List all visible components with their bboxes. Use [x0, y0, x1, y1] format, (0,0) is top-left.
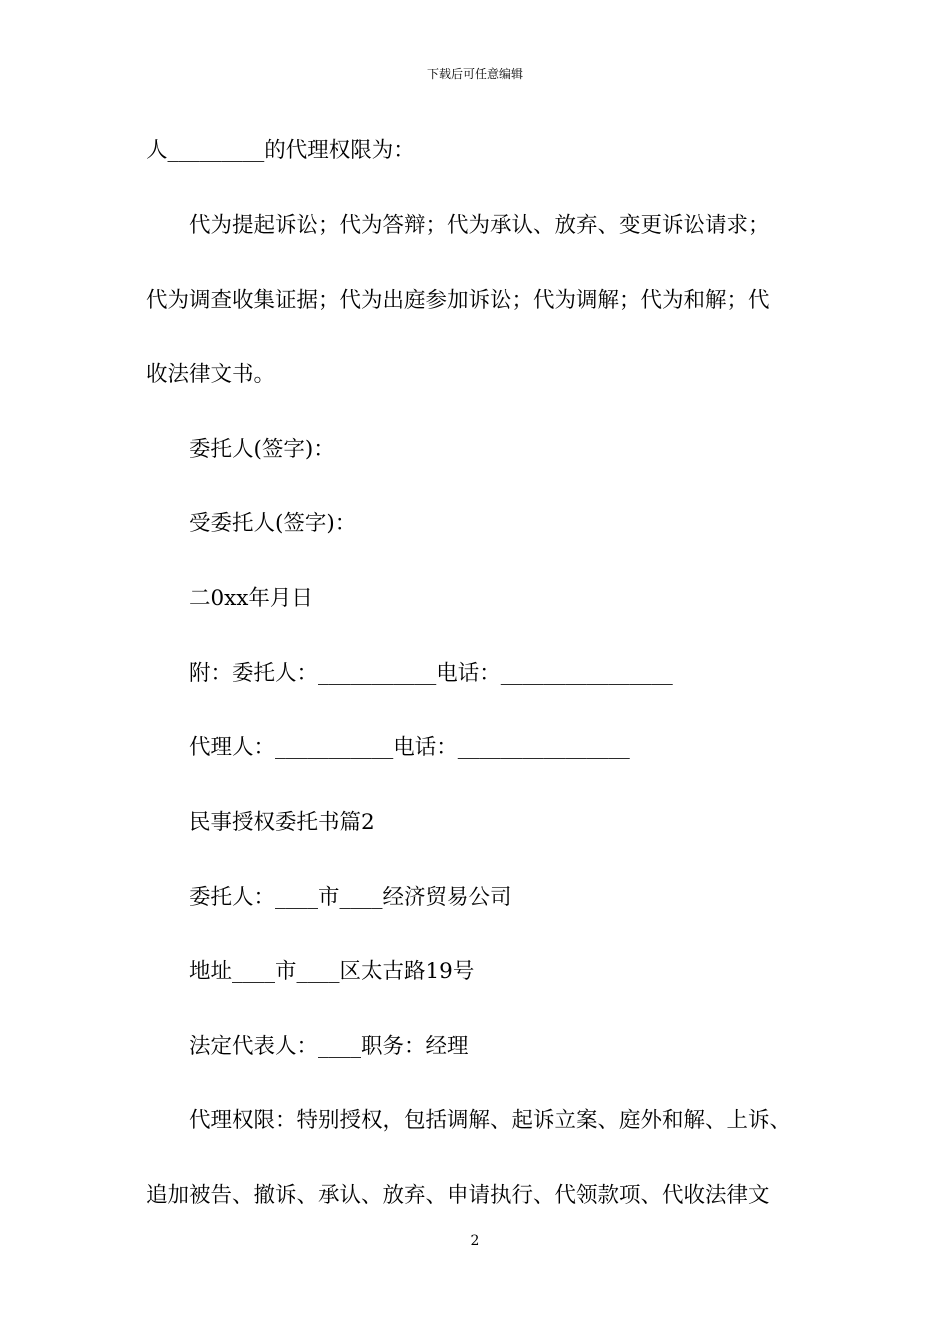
text-line: 代为提起诉讼；代为答辩；代为承认、放弃、变更诉讼请求；: [189, 213, 770, 238]
text-line: 地址____市____区太古路19号: [189, 959, 475, 984]
text-line: 追加被告、撤诉、承认、放弃、申请执行、代领款项、代收法律文: [146, 1183, 770, 1208]
text-line: 委托人：____市____经济贸易公司: [189, 885, 512, 910]
text-line: 二0xx年月日: [189, 586, 313, 611]
text-line: 受委托人(签字)：: [189, 511, 357, 536]
text-line: 法定代表人：____职务：经理: [189, 1034, 469, 1059]
text-line: 代理权限：特别授权，包括调解、起诉立案、庭外和解、上诉、: [189, 1108, 792, 1133]
section-heading: 民事授权委托书篇2: [189, 810, 375, 835]
text-line: 代为调查收集证据；代为出庭参加诉讼；代为调解；代为和解；代: [146, 288, 770, 313]
page-number: 2: [470, 1233, 480, 1249]
text-line: 委托人(签字)：: [189, 437, 335, 462]
text-line: 附：委托人：___________电话：________________: [189, 661, 673, 686]
text-line: 人_________的代理权限为：: [146, 138, 415, 163]
text-line: 代理人：___________电话：________________: [189, 735, 630, 760]
page-header: 下载后可任意编辑: [426, 67, 523, 81]
text-line: 收法律文书。: [146, 362, 276, 387]
